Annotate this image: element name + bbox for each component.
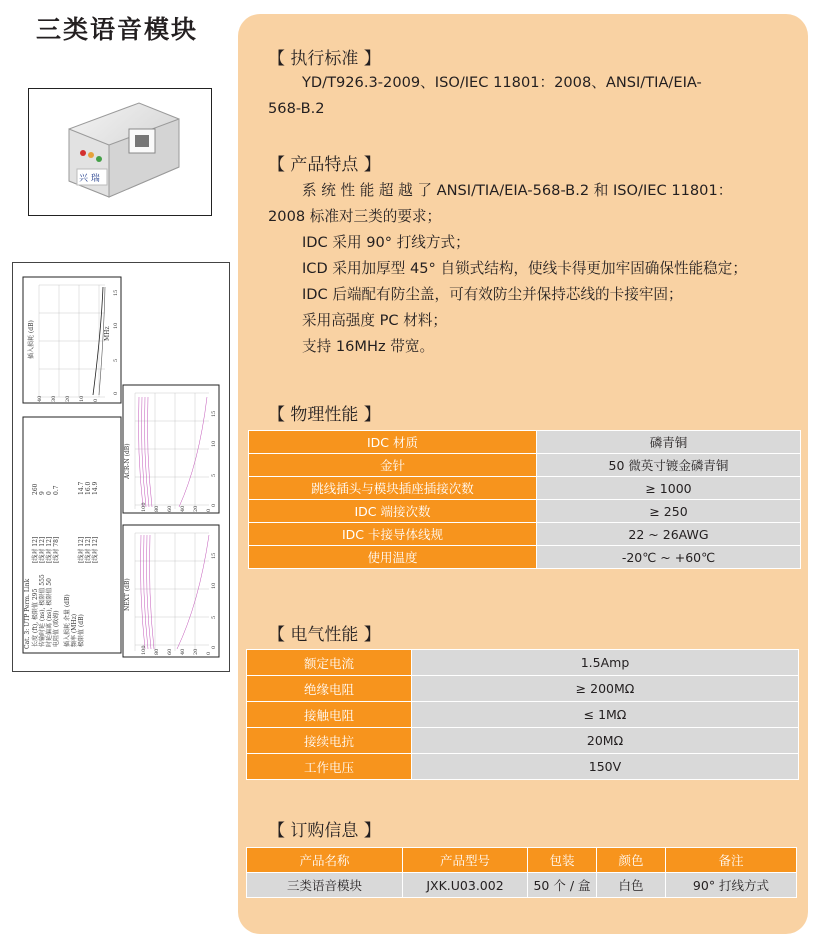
product-photo-frame: [28, 88, 212, 216]
chart2-y-tick: 80: [154, 505, 160, 512]
chart1-y-tick: 20: [65, 395, 71, 402]
report-line: 时延偏离 (ns), 极限值 50: [46, 578, 53, 647]
chart3-y-tick: 40: [180, 648, 186, 655]
feature-item: IDC 后端配有防尘盖，可有效防尘并保持芯线的卡接牢固；: [302, 286, 683, 303]
feature-item: 采用高强度 PC 材料；: [302, 312, 448, 329]
spec-value: ≤ 1MΩ: [412, 702, 799, 728]
report-pair: [线对 12]: [78, 536, 85, 563]
spec-key: 额定电流: [247, 650, 412, 676]
features-line-2: 2008 标准对三类的要求；: [268, 208, 442, 225]
standards-heading: 【 执行标准 】: [268, 49, 381, 69]
electrical-heading: 【 电气性能 】: [268, 625, 381, 645]
table-row: [247, 728, 799, 754]
chart1-x-tick: 10: [113, 322, 119, 329]
chart2-y-tick: 20: [193, 505, 199, 512]
report-number: 14.7: [78, 481, 85, 495]
table-row: [247, 676, 799, 702]
chart2-y-tick: 40: [180, 505, 186, 512]
report-number: 260: [32, 483, 39, 495]
report-header: Cat. 3: UTP Perm. Link: [24, 578, 31, 649]
table-row: [247, 754, 799, 780]
table-cell: 白色: [597, 873, 666, 898]
report-number: 14.9: [92, 481, 99, 495]
chart1-x-tick: 0: [113, 391, 119, 395]
spec-key: IDC 材质: [249, 431, 537, 454]
features-line-1: 系 统 性 能 超 越 了 ANSI/TIA/EIA-568-B.2 和 ISO/IEC 11801：: [302, 182, 733, 199]
report-number: 9: [39, 491, 46, 495]
chart1-ylabel: 插入损耗 (dB): [28, 320, 35, 359]
table-row: [247, 650, 799, 676]
report-pair: [线对 12]: [32, 536, 39, 563]
report-line: 电阻值 (欧姆): [53, 610, 60, 647]
spec-key: 接续电抗: [247, 728, 412, 754]
standards-line-1: YD/T926.3-2009、ISO/IEC 11801：2008、ANSI/TIA/EIA-: [302, 74, 702, 91]
chart1-y-tick: 30: [51, 395, 57, 402]
report-pair: [线对 12]: [46, 536, 53, 563]
spec-value: 150V: [412, 754, 799, 780]
column-header: 包装: [528, 848, 597, 873]
table-row: [249, 454, 801, 477]
features-text: [268, 178, 788, 360]
table-row: [247, 873, 797, 898]
chart2-x-tick: 10: [211, 440, 217, 447]
spec-key: IDC 卡接导体线规: [249, 523, 537, 546]
test-report: [12, 262, 230, 672]
report-pair: [线对 12]: [92, 536, 99, 563]
ordering-heading: 【 订购信息 】: [268, 821, 381, 841]
column-header: 产品型号: [403, 848, 528, 873]
chart1-y-tick: 0: [93, 398, 99, 402]
report-line: 传输时延 (ns), 极限值 555: [39, 574, 46, 647]
standards-line-2: 568-B.2: [268, 100, 325, 117]
chart1-x-tick: 5: [113, 358, 119, 362]
spec-value: 1.5Amp: [412, 650, 799, 676]
spec-value: 磷青铜: [537, 431, 801, 454]
table-cell: 三类语音模块: [247, 873, 403, 898]
chart3-x-tick: 5: [211, 615, 217, 619]
report-number: 16.0: [85, 481, 92, 495]
product-photo: [29, 89, 211, 215]
chart3-y-tick: 100: [141, 645, 147, 655]
column-header: 颜色: [597, 848, 666, 873]
chart2-x-tick: 5: [211, 473, 217, 477]
feature-item: IDC 采用 90° 打线方式；: [302, 234, 470, 251]
table-header-row: [247, 848, 797, 873]
spec-value: ≥ 1000: [537, 477, 801, 500]
chart1-x-tick: 15: [113, 289, 119, 296]
physical-heading: 【 物理性能 】: [268, 405, 381, 425]
spec-value: 20MΩ: [412, 728, 799, 754]
report-line: 长度 (ft), 极限值 295: [32, 588, 39, 647]
spec-value: ≥ 200MΩ: [412, 676, 799, 702]
chart2-y-tick: 100: [141, 502, 147, 512]
features-heading: 【 产品特点 】: [268, 155, 381, 175]
chart3-ylabel: NEXT (dB): [124, 578, 131, 611]
feature-item: 支持 16MHz 带宽。: [302, 338, 435, 355]
brand-logo-text: 兴 瑞: [79, 174, 100, 184]
chart3-x-tick: 10: [211, 582, 217, 589]
report-pair: [线对 78]: [53, 536, 60, 563]
test-report-figure: [13, 263, 229, 671]
spec-key: 使用温度: [249, 546, 537, 569]
spec-key: 接触电阻: [247, 702, 412, 728]
table-row: [247, 702, 799, 728]
spec-value: ≥ 250: [537, 500, 801, 523]
ordering-table: [246, 847, 797, 898]
chart2-x-tick: 15: [211, 410, 217, 417]
chart3-y-tick: 20: [193, 648, 199, 655]
table-cell: 90° 打线方式: [666, 873, 797, 898]
feature-item: ICD 采用加厚型 45° 自锁式结构，使线卡得更加牢固确保性能稳定；: [302, 260, 747, 277]
table-row: [249, 523, 801, 546]
chart1-xunit: MHz: [104, 326, 111, 341]
report-line: 极限值 (dB): [78, 614, 85, 647]
chart3-y-tick: 80: [154, 648, 160, 655]
chart1-y-tick: 10: [79, 395, 85, 402]
spec-value: -20℃ ~ +60℃: [537, 546, 801, 569]
chart3-y-tick: 0: [206, 651, 212, 655]
spec-key: 金针: [249, 454, 537, 477]
report-pair: [线对 12]: [85, 536, 92, 563]
chart2-ylabel: ACR-N (dB): [124, 443, 131, 479]
table-cell: 50 个 / 盒: [528, 873, 597, 898]
report-pair: [线对 12]: [39, 536, 46, 563]
report-number: 0.7: [53, 485, 60, 495]
table-cell: JXK.U03.002: [403, 873, 528, 898]
chart1-y-tick: 40: [37, 395, 43, 402]
column-header: 产品名称: [247, 848, 403, 873]
spec-key: 跳线插头与模块插座插接次数: [249, 477, 537, 500]
electrical-table: [246, 649, 799, 780]
physical-table: [248, 430, 801, 569]
report-line: 频率 (MHz): [71, 613, 78, 647]
chart2-y-tick: 60: [167, 505, 173, 512]
table-row: [249, 546, 801, 569]
spec-value: 22 ~ 26AWG: [537, 523, 801, 546]
table-row: [249, 477, 801, 500]
spec-key: IDC 端接次数: [249, 500, 537, 523]
report-line: 插入损耗 余量 (dB): [64, 594, 71, 647]
chart3-x-tick: 15: [211, 552, 217, 559]
chart3-x-tick: 0: [211, 645, 217, 649]
spec-value: 50 微英寸镀金磷青铜: [537, 454, 801, 477]
chart2-y-tick: 0: [206, 508, 212, 512]
report-number: 0: [46, 491, 53, 495]
table-row: [249, 431, 801, 454]
spec-key: 工作电压: [247, 754, 412, 780]
spec-key: 绝缘电阻: [247, 676, 412, 702]
page-title: 三类语音模块: [36, 15, 199, 44]
standards-text: [268, 70, 788, 122]
column-header: 备注: [666, 848, 797, 873]
chart2-x-tick: 0: [211, 503, 217, 507]
chart3-y-tick: 60: [167, 648, 173, 655]
table-row: [249, 500, 801, 523]
